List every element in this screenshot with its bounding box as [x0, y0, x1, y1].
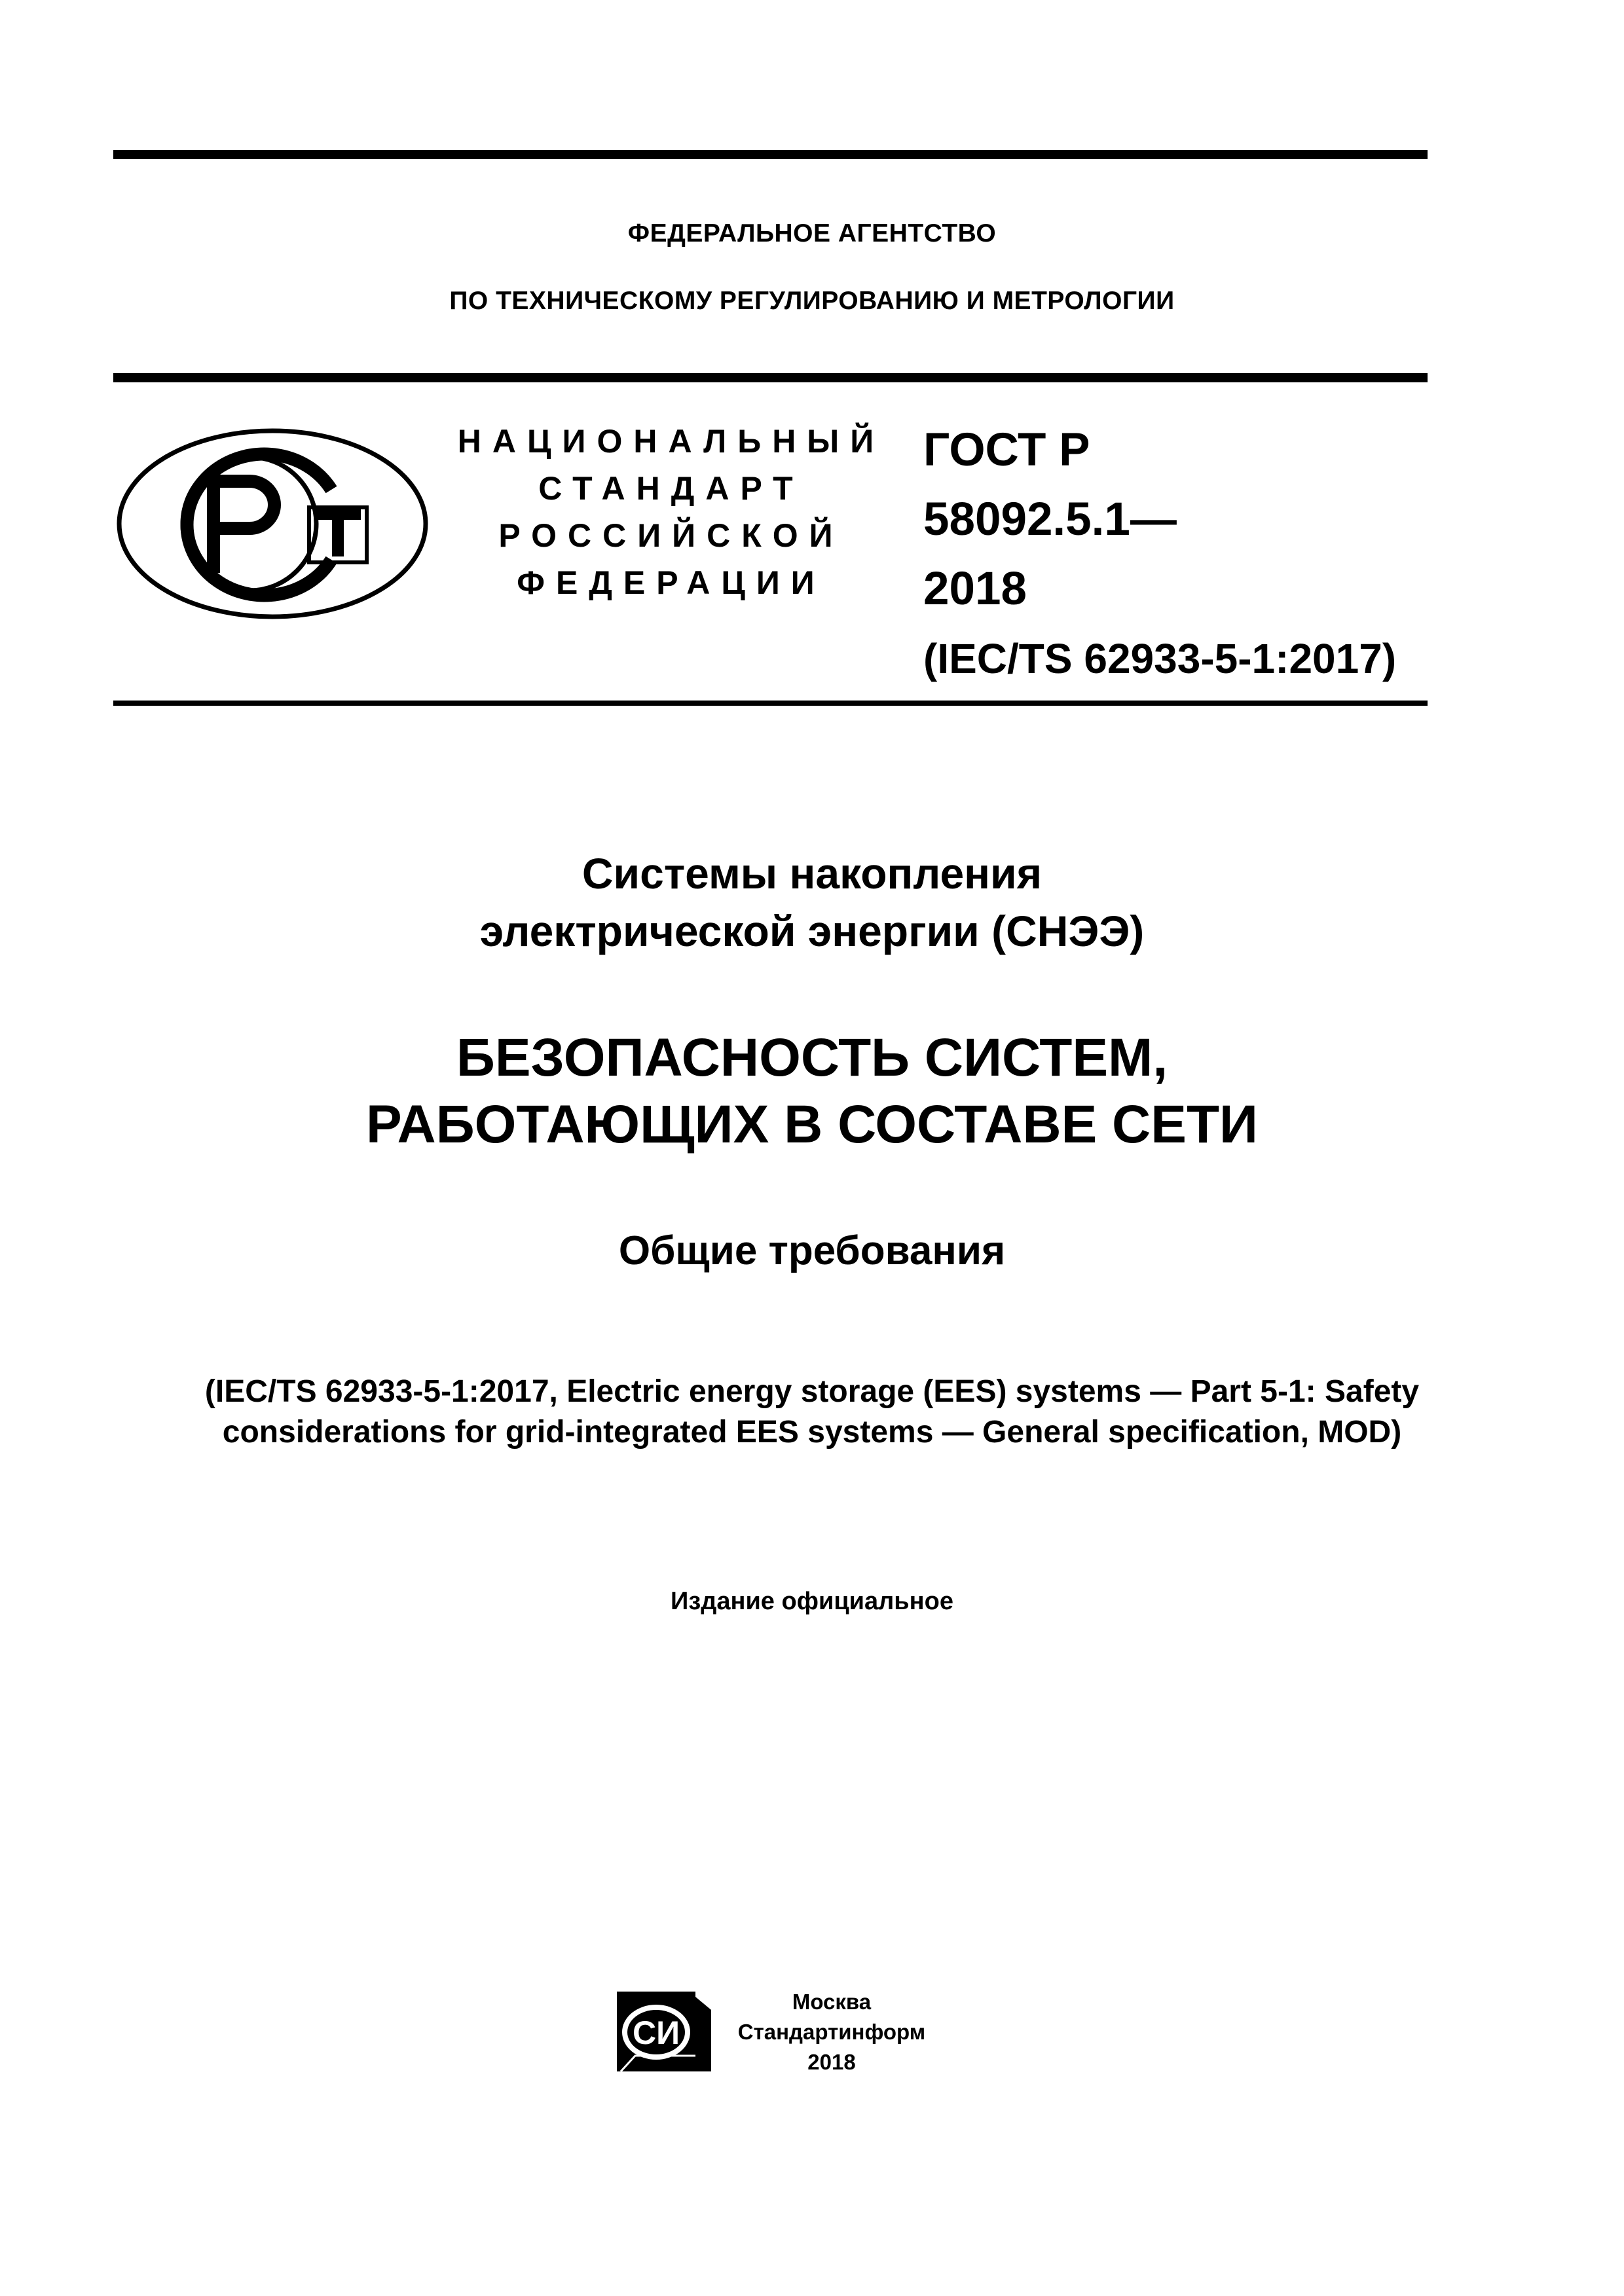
international-reference — [0, 1372, 1624, 1453]
publisher-info — [733, 1987, 930, 2077]
publisher-logo-text: СИ — [632, 2014, 680, 2051]
document-subtitle: Общие требования — [618, 1228, 1006, 1273]
publisher-city: Москва — [792, 1990, 872, 2014]
rst-mark-icon — [115, 426, 430, 622]
national-standard-line-1: НАЦИОНАЛЬНЫЙ — [457, 423, 885, 460]
edition-label: Издание официальное — [671, 1588, 953, 1615]
national-standard-label — [452, 418, 891, 606]
national-standard-line-2: СТАНДАРТ — [538, 470, 804, 507]
gost-rule — [113, 701, 1428, 706]
gost-number: 58092.5.1— — [923, 494, 1177, 545]
national-standard-line-4: ФЕДЕРАЦИИ — [517, 564, 826, 601]
agency-line-1: ФЕДЕРАЛЬНОЕ АГЕНТСТВО — [627, 219, 997, 247]
document-title — [0, 845, 1624, 960]
national-standard-line-3: РОССИЙСКОЙ — [498, 517, 844, 554]
publisher-name: Стандартинформ — [737, 2020, 926, 2044]
reference-line-2: considerations for grid-integrated EES systems — General specification, MOD) — [222, 1415, 1402, 1449]
title-line-1: Системы накопления — [581, 849, 1043, 898]
top-rule — [113, 150, 1428, 159]
standartinform-logo-icon — [616, 1990, 712, 2074]
reference-line-1: (IEC/TS 62933-5-1:2017, Electric energy storage (EES) systems — Part 5-1: Safety — [204, 1374, 1420, 1409]
title-line-2: электрической энергии (СНЭЭ) — [479, 907, 1145, 955]
gost-designation — [923, 416, 1396, 693]
gost-prefix: ГОСТ Р — [923, 424, 1090, 476]
gost-year: 2018 — [923, 563, 1027, 615]
main-title-line-1: БЕЗОПАСНОСТЬ СИСТЕМ, — [456, 1028, 1168, 1087]
main-title-line-2: РАБОТАЮЩИХ В СОСТАВЕ СЕТИ — [365, 1095, 1258, 1154]
gost-international-ref: (IEC/TS 62933-5-1:2017) — [923, 635, 1397, 682]
agency-line-2: ПО ТЕХНИЧЕСКОМУ РЕГУЛИРОВАНИЮ И МЕТРОЛОГИИ — [449, 287, 1175, 315]
document-main-title — [0, 1025, 1624, 1158]
header-rule — [113, 373, 1428, 382]
publisher-year: 2018 — [807, 2050, 856, 2074]
